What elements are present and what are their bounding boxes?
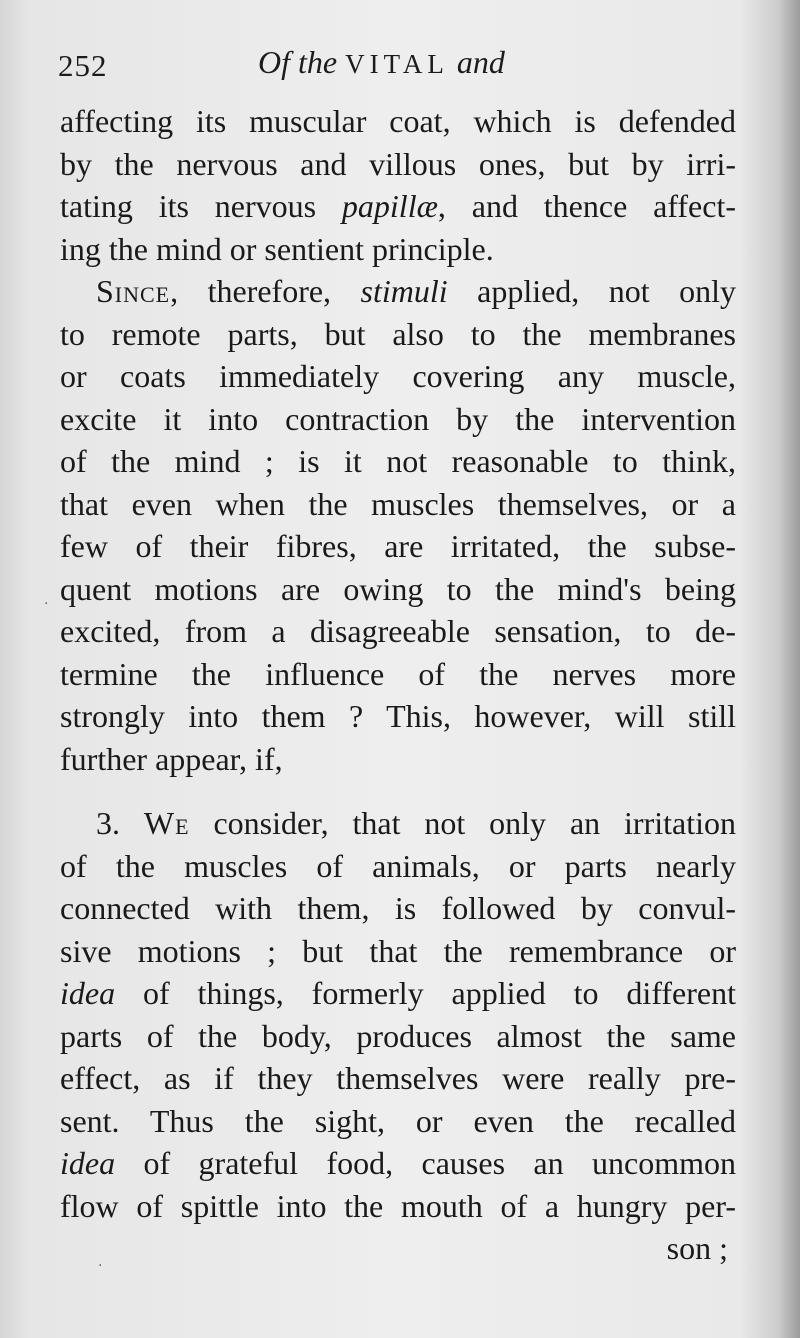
text-line: of the muscles of animals, or parts nearly — [60, 847, 736, 884]
text-line: connected with them, is followed by convul- — [60, 890, 736, 926]
italic-term: papillæ — [341, 188, 438, 224]
small-caps-word: Since — [96, 273, 171, 309]
text-line: sive motions ; but that the remembrance or — [60, 932, 736, 969]
running-head-caps: VITAL — [345, 49, 449, 79]
text-line: affecting its muscular coat, which is defended — [60, 103, 736, 139]
text-line: idea of grateful food, causes an uncommon — [60, 1145, 736, 1181]
paragraph-gap — [60, 780, 736, 802]
italic-term: idea — [60, 1145, 116, 1181]
ink-speck: · — [44, 596, 49, 612]
text-line: further appear, if, — [60, 740, 283, 777]
text-line: quent motions are owing to the mind's being — [60, 570, 736, 607]
text-line: that even when the muscles themselves, or a — [60, 485, 736, 522]
text-line: excite it into contraction by the intervention — [60, 400, 736, 437]
text-line: tating its nervous papillæ, and thence affect- — [60, 188, 736, 224]
text-line: excited, from a disagreeable sensation, to de- — [60, 613, 736, 649]
page-number: 252 — [58, 48, 108, 83]
text-line: parts of the body, produces almost the same — [60, 1017, 736, 1054]
paragraph-start-line: Since, therefore, stimuli applied, not only — [96, 273, 737, 309]
section-number: 3. — [96, 805, 144, 841]
text-line: or coats immediately covering any muscle, — [60, 358, 736, 394]
text-line: to remote parts, but also to the membranes — [60, 315, 736, 352]
text-line: by the nervous and villous ones, but by irri- — [60, 145, 736, 182]
catchword-line: son ; — [666, 1230, 728, 1266]
italic-term: idea — [60, 975, 116, 1011]
ink-speck: · — [98, 1258, 103, 1274]
text-line: few of their fibres, are irritated, the subse- — [60, 528, 736, 564]
running-head-prefix: Of the — [258, 44, 338, 80]
text-line: of the mind ; is it not reasonable to think, — [60, 443, 736, 479]
running-head-suffix: and — [456, 44, 505, 80]
text-line: flow of spittle into the mouth of a hungry per- — [60, 1187, 736, 1224]
italic-term: stimuli — [360, 273, 448, 309]
body-text — [60, 100, 736, 1270]
text-line: termine the influence of the nerves more — [60, 655, 736, 692]
numbered-paragraph-start-line: 3. We consider, that not only an irritation — [96, 805, 737, 841]
text-line: idea of things, formerly applied to different — [60, 975, 736, 1011]
running-head — [258, 44, 505, 81]
text-line: ing the mind or sentient principle. — [60, 230, 494, 267]
page-header — [58, 40, 748, 90]
small-caps-word: We — [143, 805, 190, 841]
text-line: sent. Thus the sight, or even the recalled — [60, 1102, 736, 1139]
page-edge-shadow — [778, 0, 800, 1338]
text-line: effect, as if they themselves were really pre- — [60, 1060, 736, 1096]
text-line: strongly into them ? This, however, will still — [60, 698, 736, 734]
